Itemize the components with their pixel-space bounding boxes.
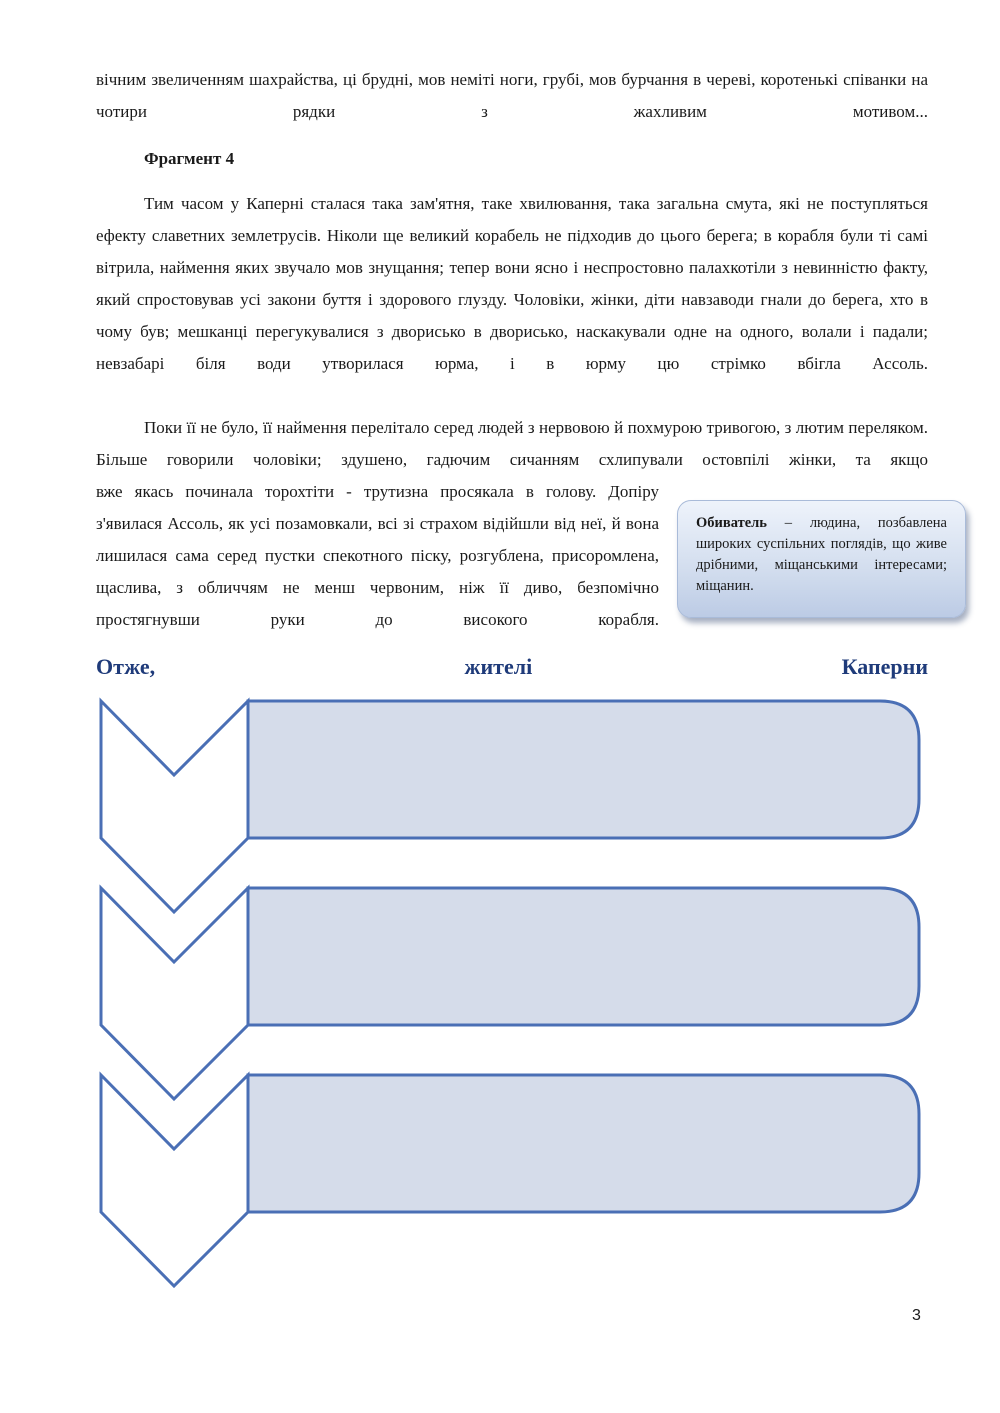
note-definition: – людина, позбавлена широких суспільних поглядів, що живе дрібними, міщанськими інтересами; міщанин. [696, 515, 947, 594]
answer-box-3[interactable] [248, 1075, 919, 1212]
conclusion-word-3: Каперни [841, 654, 928, 679]
conclusion-word-2: жителі [464, 654, 533, 679]
fragment-heading: Фрагмент 4 [144, 149, 235, 168]
chevron-down-icon [101, 701, 248, 912]
page-number: 3 [912, 1307, 921, 1324]
answer-box-1[interactable] [248, 701, 919, 838]
paragraph-top: вічним звеличенням шахрайства, ці брудні, мов неміті ноги, грубі, мов бурчання в череві, коротенькі співанки на чотири рядки з жахливим мотивом... [96, 70, 928, 121]
chevron-down-icon [101, 888, 248, 1099]
chevron-down-icon [101, 1075, 248, 1286]
paragraph-2-narrow: вже якась починала торохтіти - трутизна просякала в голову. Допіру з'явилася Ассоль, як усі позамовкали, всі зі страхом відійшли від неї, й вона лишилася сама серед пустки спекотного піску, розгублена, присоромлена, щаслива, з обличчям не менш червоним, ніж її диво, безпомічно простягнувши руки до високого корабля. [96, 482, 659, 629]
conclusion-word-1: Отже, [96, 654, 156, 679]
note-term: Обиватель [696, 515, 767, 531]
paragraph-2-full: Поки її не було, її наймення перелітало серед людей з нервовою й похмурою тривогою, з лютим переляком. Більше говорили чоловіки; здушено, гадючим сичанням схлипували остовпілі жінки, та якщо [96, 418, 928, 469]
answer-box-2[interactable] [248, 888, 919, 1025]
paragraph-1: Тим часом у Каперні сталася така зам'ятня, таке хвилювання, така загальна смута, які не поступляться ефекту славетних землетрусів. Ніколи ще великий корабель не підходив до цього берега; в корабля були ті самі вітрила, наймення яких звучало мов знущання; тепер вони ясно і неспростовно палахкотіли з невинністю факту, який спростовував усі закони буття і здорового глузду. Чоловіки, жінки, діти навзаводи гнали до берега, хто в чому був; мешканці перегукувалися з дворисько в дворисько, наскакували одне на одного, волали і падали; невзабарі біля води утворилася юрма, і в юрму цю стрімко вбігла Ассоль. [96, 194, 928, 373]
